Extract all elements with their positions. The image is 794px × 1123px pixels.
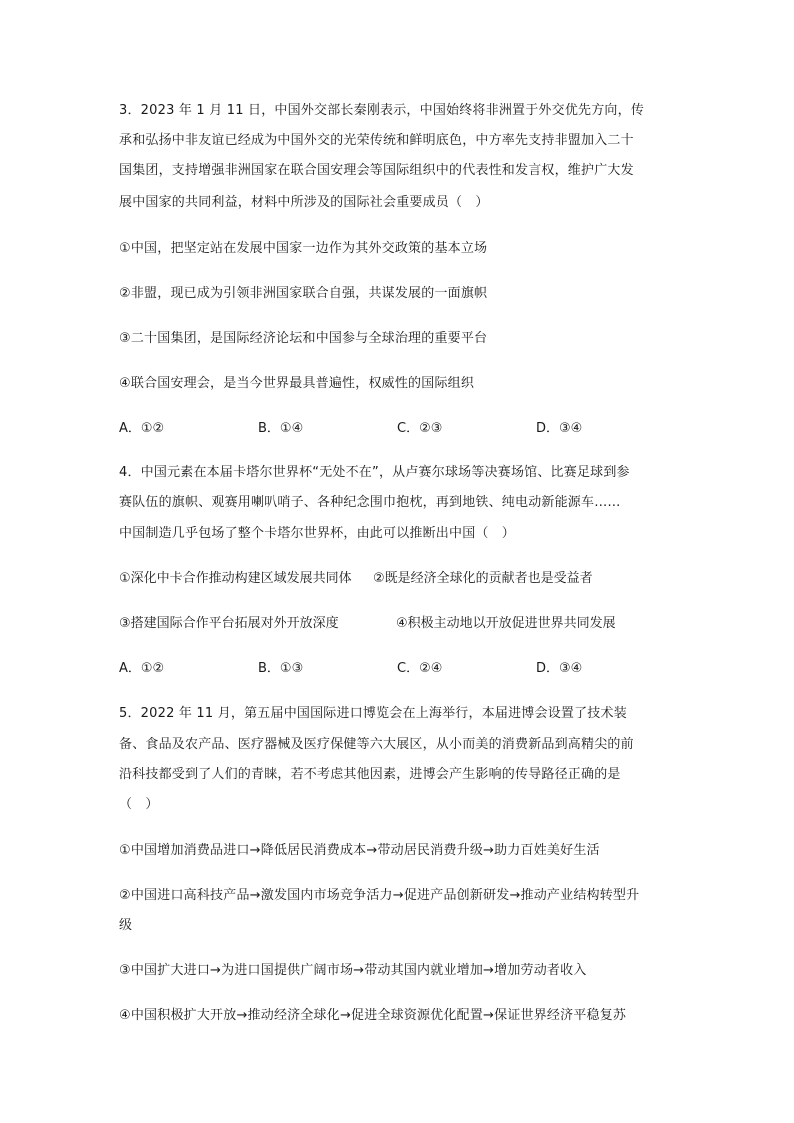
q4-stem-line-3: 中国制造几乎包场了整个卡塔尔世界杯，由此可以推断出中国（ ）: [119, 526, 516, 541]
q4-option-c: C．②④: [397, 661, 443, 676]
q3-option-b: B．①④: [258, 421, 304, 436]
q4-stem-line-2: 赛队伍的旗帜、观赛用喇叭哨子、各种纪念围巾抱枕，再到地铁、纯电动新能源车……: [119, 495, 621, 510]
q5-statement-2-cont: 级: [119, 918, 133, 933]
q4-option-b: B．①③: [258, 661, 304, 676]
q4-statement-4: ④积极主动地以开放促进世界共同发展: [396, 616, 616, 631]
q4-statement-2: ②既是经济全球化的贡献者也是受益者: [373, 571, 593, 586]
q5-stem-line-4: （ ）: [119, 797, 159, 812]
q5-stem-line-2: 备、食品及农产品、医疗器械及医疗保健等六大展区，从小而美的消费新品到高精尖的前: [119, 737, 634, 752]
q3-statement-4: ④联合国安理会，是当今世界最具普遍性，权威性的国际组织: [119, 376, 475, 391]
q5-stem-line-3: 沿科技都受到了人们的青睐，若不考虑其他因素，进博会产生影响的传导路径正确的是: [119, 767, 621, 782]
q3-option-d: D．③④: [536, 421, 583, 436]
q3-option-a: A．①②: [119, 421, 165, 436]
q4-option-a: A．①②: [119, 661, 165, 676]
q5-statement-2: ②中国进口高科技产品→激发国内市场竞争活力→促进产品创新研发→推动产业结构转型升: [119, 888, 640, 903]
q5-statement-4: ④中国积极扩大开放→推动经济全球化→促进全球资源优化配置→保证世界经济平稳复苏: [119, 1008, 627, 1023]
q3-statement-1: ①中国，把坚定站在发展中国家一边作为其外交政策的基本立场: [119, 241, 488, 256]
q4-statement-3: ③搭建国际合作平台拓展对外开放深度: [119, 616, 339, 631]
q3-stem-line-4: 展中国家的共同利益，材料中所涉及的国际社会重要成员（ ）: [119, 195, 489, 210]
q3-stem-line-3: 国集团，支持增强非洲国家在联合国安理会等国际组织中的代表性和发言权，维护广大发: [119, 163, 634, 178]
q3-statement-2: ②非盟，现已成为引领非洲国家联合自强，共谋发展的一面旗帜: [119, 286, 488, 301]
q3-statement-3: ③二十国集团，是国际经济论坛和中国参与全球治理的重要平台: [119, 331, 488, 346]
q4-statement-1: ①深化中卡合作推动构建区域发展共同体: [119, 571, 352, 586]
q4-stem-line-1: 4．中国元素在本届卡塔尔世界杯“无处不在”，从卢赛尔球场等决赛场馆、比赛足球到参: [119, 465, 630, 480]
q3-stem-line-2: 承和弘扬中非友谊已经成为中国外交的光荣传统和鲜明底色，中方率先支持非盟加入二十: [119, 133, 634, 148]
q3-stem-line-1: 3．2023 年 1 月 11 日，中国外交部长秦刚表示，中国始终将非洲置于外交优先方向，传: [119, 103, 645, 118]
q5-statement-3: ③中国扩大进口→为进口国提供广阔市场→带动其国内就业增加→增加劳动者收入: [119, 963, 587, 978]
q5-stem-line-1: 5．2022 年 11 月，第五届中国国际进口博览会在上海举行，本届进博会设置了技术装: [119, 706, 627, 721]
q5-statement-1: ①中国增加消费品进口→降低居民消费成本→带动居民消费升级→助力百姓美好生活: [119, 843, 600, 858]
q3-option-c: C．②③: [397, 421, 443, 436]
q4-option-d: D．③④: [536, 661, 583, 676]
